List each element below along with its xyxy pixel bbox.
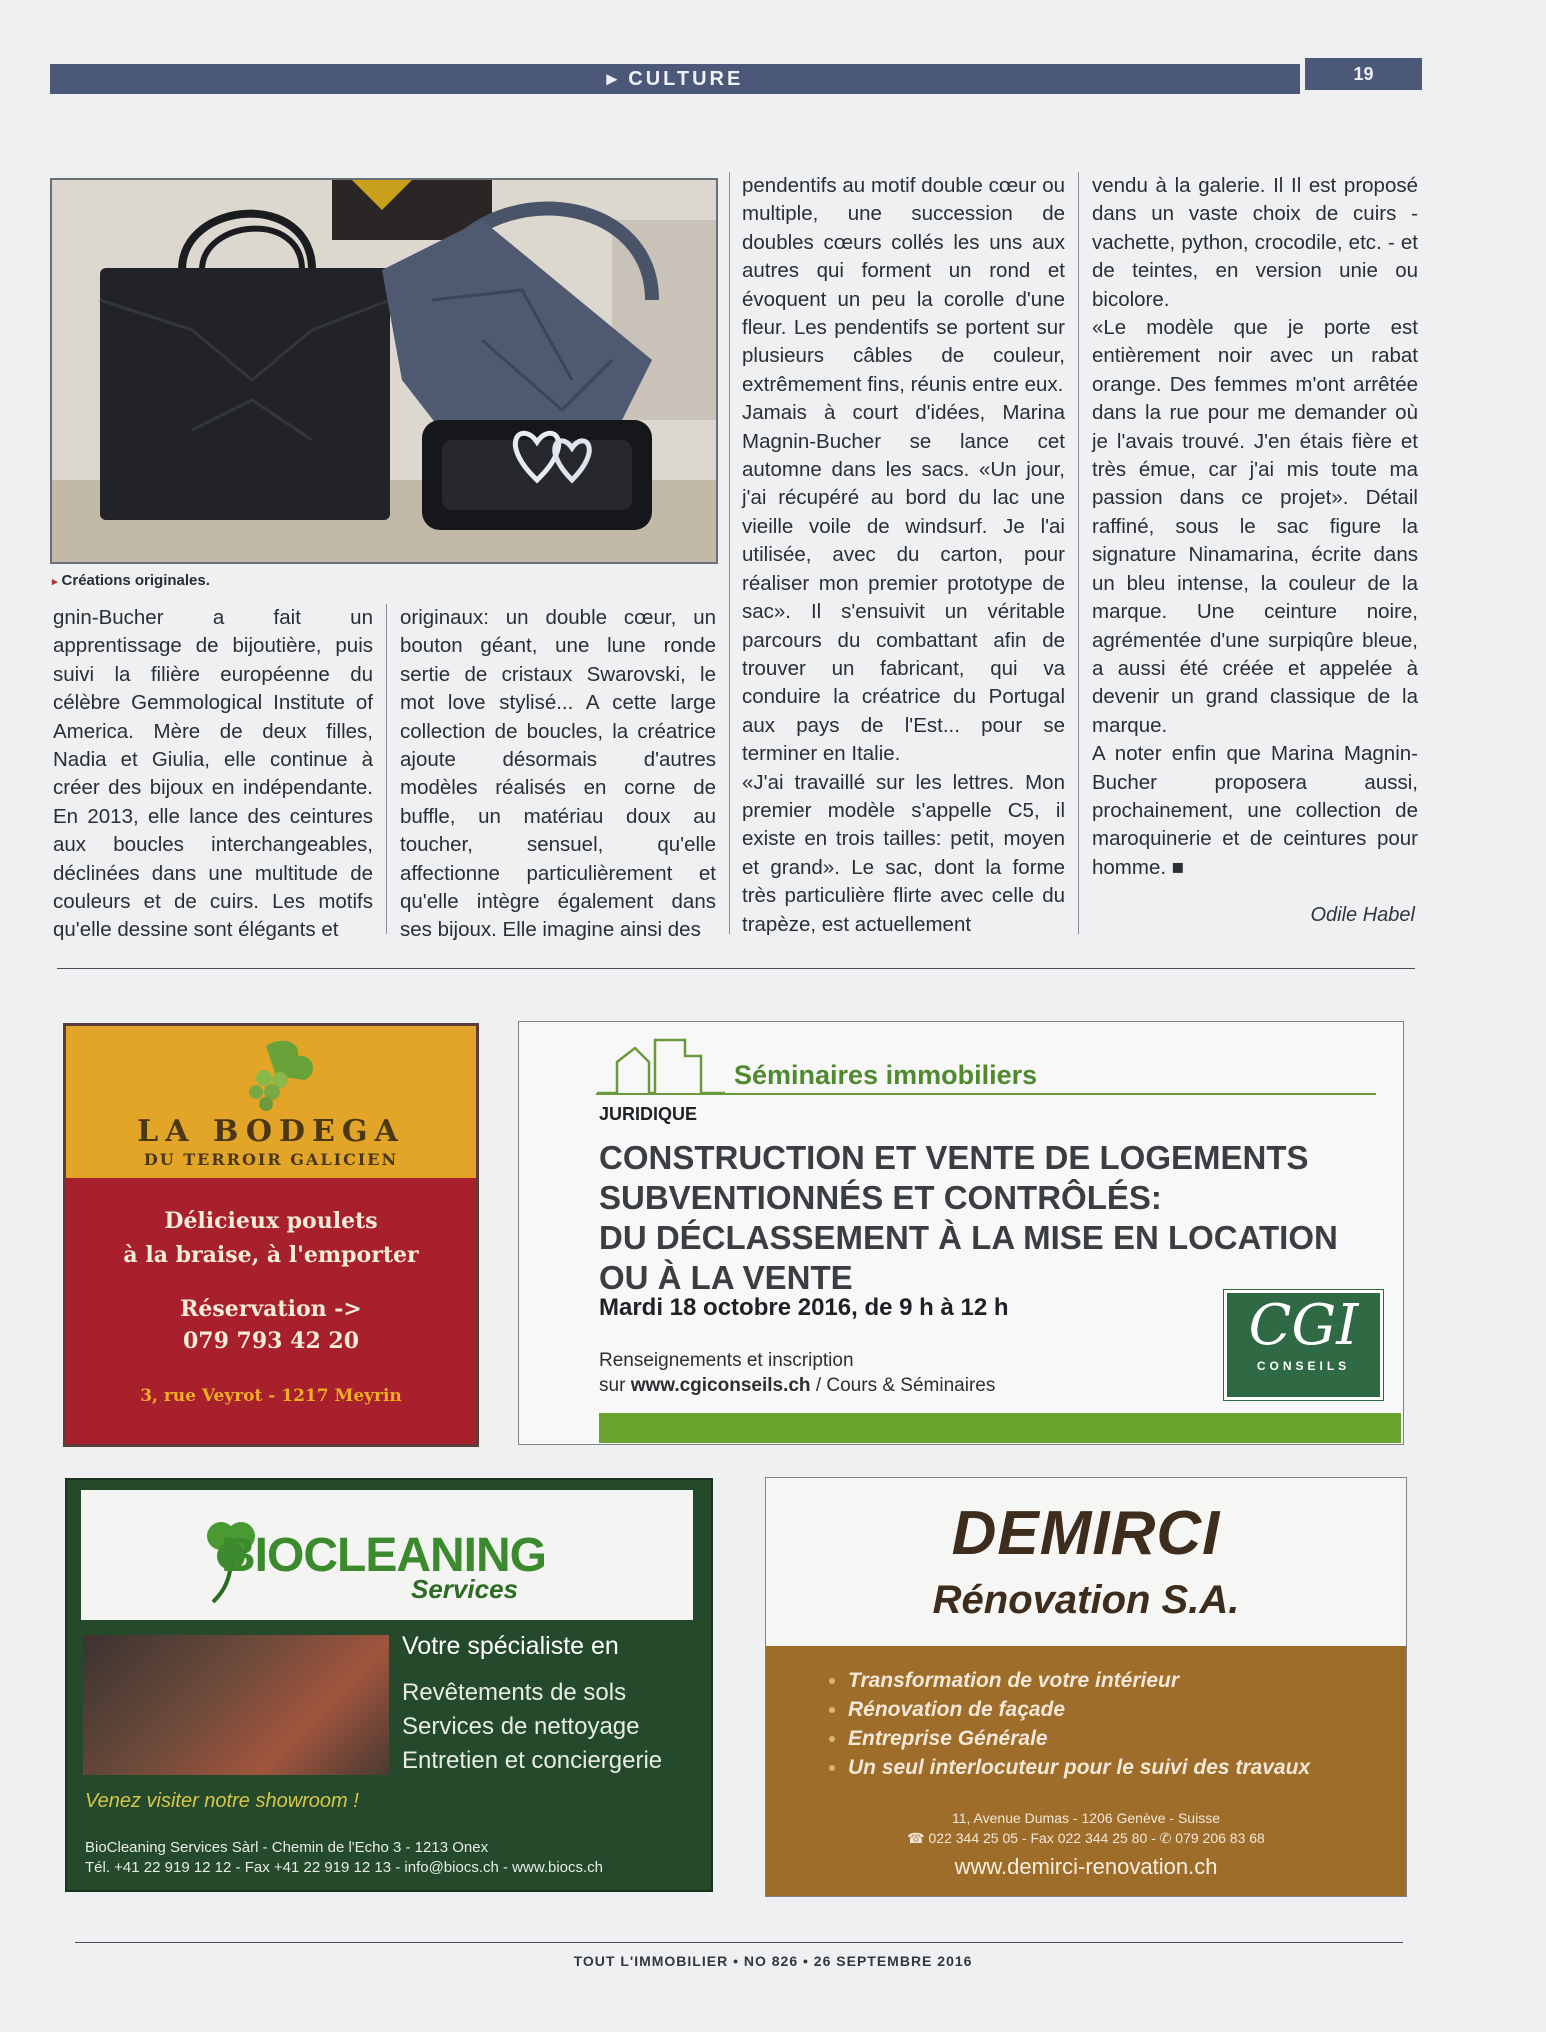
headline-line: CONSTRUCTION ET VENTE DE LOGEMENTS: [599, 1139, 1309, 1176]
article-column-2: [400, 604, 716, 945]
seminar-category: JURIDIQUE: [599, 1104, 698, 1124]
cgi-logo-sub: CONSEILS: [1256, 1359, 1351, 1373]
cgi-logo-text: CGI: [1248, 1293, 1359, 1358]
article-paragraph: vendu à la galerie. Il Il est proposé dans un vaste choix de cuirs - vachette, python, crocodile, etc. - et de teintes, en version unie ou bicolore.: [1092, 174, 1418, 311]
biocleaning-logo-area: [81, 1490, 693, 1620]
page-footer: TOUT L'IMMOBILIER • NO 826 • 26 SEPTEMBRE 2016: [573, 1953, 973, 1969]
section-divider: [57, 968, 1415, 969]
seminar-date: Mardi 18 octobre 2016, de 9 h à 12 h: [599, 1294, 1009, 1321]
service-item: Revêtements de sols: [402, 1679, 627, 1706]
column-divider: [729, 172, 730, 934]
section-title: ▸ CULTURE: [606, 68, 744, 90]
biocleaning-logo-main: BIOCLEANING: [221, 1529, 546, 1582]
cgi-conseils-logo: [1224, 1290, 1383, 1400]
headline-line: DU DÉCLASSEMENT À LA MISE EN LOCATION: [599, 1219, 1338, 1256]
demirci-address: [766, 1808, 1406, 1848]
seminar-headline: [599, 1138, 1389, 1298]
title-underline: [596, 1093, 1376, 1095]
caption-marker: ▸: [52, 576, 58, 588]
ad-demirci[interactable]: [765, 1477, 1407, 1897]
demirci-name: DEMIRCI: [951, 1499, 1221, 1568]
article-paragraph: «J'ai travaillé sur les lettres. Mon premier modèle s'appelle C5, il existe en trois tailles: petit, moyen et grand». Le sac, dont la forme très particulière flirte avec celle du trapèze, est actuellement: [742, 770, 1065, 936]
info-suffix: / Cours & Séminaires: [810, 1375, 996, 1396]
bodega-phone: 079 793 42 20: [182, 1328, 360, 1354]
column-divider: [386, 604, 387, 934]
column-divider: [1078, 172, 1079, 934]
biocleaning-logo-sub: Services: [411, 1574, 518, 1604]
service-item: • Un seul interlocuteur pour le suivi des travaux: [848, 1753, 1310, 1782]
service-item: • Rénovation de façade: [848, 1695, 1310, 1724]
bodega-body: [66, 1178, 476, 1444]
bodega-reservation: Réservation ->: [180, 1296, 362, 1322]
demirci-subtitle: Rénovation S.A.: [932, 1578, 1240, 1622]
photo-caption: [52, 572, 210, 589]
article-column-3: [742, 172, 1065, 939]
biocleaning-showroom: Venez visiter notre showroom !: [85, 1790, 359, 1812]
article-paragraph: «Le modèle que je porte est entièrement noir avec un rabat orange. Des femmes m'ont arrêtée dans la rue pour me demander où je l'avais trouvé. J'en étais fière et très émue, car j'ai mis toute ma passion dans ce projet». Détail raffiné, sous le sac figure la signature Ninamarina, écrite dans un bleu intense, la couleur de la marque. Une ceinture noire, agrémentée d'une surpiqûre bleue, a aussi été créée et appelée à devenir un grand classique de la marque.: [1092, 316, 1418, 737]
contact-line: BioCleaning Services Sàrl - Chemin de l'Echo 3 - 1213 Onex: [85, 1839, 489, 1856]
ad-la-bodega[interactable]: [63, 1023, 479, 1447]
demirci-info-band: [766, 1646, 1406, 1896]
page-number: 19: [1305, 58, 1422, 90]
article-column-1: [53, 604, 373, 945]
info-prefix: sur: [599, 1375, 631, 1396]
showroom-photo: [83, 1635, 389, 1775]
buildings-icon: [597, 1032, 727, 1094]
phone-line: ☎ 022 344 25 05 - Fax 022 344 25 80 - ✆ 079 206 83 68: [907, 1830, 1265, 1846]
handbags-illustration: [52, 180, 716, 562]
service-item: • Transformation de votre intérieur: [848, 1666, 1310, 1695]
footer-rule: [75, 1942, 1403, 1943]
bodega-subtitle: DU TERROIR GALICIEN: [143, 1150, 399, 1169]
info-line: Renseignements et inscription: [599, 1350, 854, 1371]
article-paragraph: originaux: un double cœur, un bouton géant, une lune ronde sertie de cristaux Swarovski, le mot love stylisé... A cette large collection de boucles, la créatrice ajoute désormais d'autres modèles réalisés en corne de buffle, un matériau doux au toucher, sensuel, qu'elle affectionne particulièrement et qu'elle intègre également dans ses bijoux. Elle imagine ainsi des: [400, 606, 716, 942]
service-item: • Entreprise Générale: [848, 1724, 1310, 1753]
headline-line: OU À LA VENTE: [599, 1259, 853, 1296]
contact-line: Tél. +41 22 919 12 12 - Fax +41 22 919 12 13 - info@biocs.ch - www.biocs.ch: [85, 1859, 604, 1876]
article-paragraph: Jamais à court d'idées, Marina Magnin-Bucher se lance cet automne dans les sacs. «Un jour, j'ai récupéré au bord du lac une vieille voile de windsurf. Je l'ai utilisée, avec du carton, pour réaliser mon premier prototype de sac». Il s'ensuivit un véritable parcours du combattant afin de trouver un fabricant, qui va conduire la créatrice du Portugal aux pays de l'Est... pour se terminer en Italie.: [742, 401, 1065, 766]
ad-biocleaning[interactable]: [65, 1478, 713, 1892]
seminar-title: Séminaires immobiliers: [734, 1060, 1038, 1090]
green-band: [599, 1413, 1401, 1443]
article-column-4: [1092, 172, 1418, 882]
address-line: 11, Avenue Dumas - 1206 Genève - Suisse: [952, 1810, 1220, 1826]
article-paragraph: gnin-Bucher a fait un apprentissage de bijoutière, puis suivi la filière européenne du célèbre Gemmological Institute of America. Mère de deux filles, Nadia et Giulia, elle continue à créer des bijoux en indépendante. En 2013, elle lance des ceintures aux boucles interchangeables, déclinées dans une multitude de couleurs et de cuirs. Les motifs qu'elle dessine sont élégants et: [53, 606, 373, 942]
headline-line: SUBVENTIONNÉS ET CONTRÔLÉS:: [599, 1179, 1162, 1216]
biocleaning-services: [402, 1676, 662, 1778]
article-paragraph: pendentifs au motif double cœur ou multiple, une succession de doubles cœurs collés les uns aux autres qui forment un rond et évoquent un peu la corolle d'une fleur. Les pendentifs se portent sur plusieurs câbles de couleur, extrêmement fins, réunis entre eux.: [742, 174, 1065, 396]
bodega-line-1: Délicieux poulets: [164, 1208, 378, 1234]
bodega-address: 3, rue Veyrot - 1217 Meyrin: [140, 1386, 402, 1406]
author-signature: Odile Habel: [1310, 904, 1415, 926]
bodega-line-2: à la braise, à l'emporter: [123, 1242, 419, 1268]
bodega-name: LA BODEGA: [137, 1114, 405, 1149]
article-paragraph-text: A noter enfin que Marina Magnin-Bucher proposera aussi, prochainement, une collection de maroquinerie et de ceintures pour homme.: [1092, 742, 1418, 879]
seminar-info: [599, 1348, 995, 1398]
end-of-article-mark: ■: [1171, 855, 1185, 879]
caption-text: Créations originales.: [61, 572, 210, 589]
service-item: Entretien et conciergerie: [402, 1747, 663, 1774]
section-header-bar: [50, 64, 1300, 94]
demirci-website-link[interactable]: www.demirci-renovation.ch: [954, 1854, 1218, 1879]
ad-seminaires-immobiliers[interactable]: [518, 1021, 1404, 1445]
seminar-website-link[interactable]: www.cgiconseils.ch: [630, 1375, 811, 1396]
article-paragraph: [1092, 740, 1418, 882]
grape-icon: [226, 1036, 326, 1116]
handbags-photo: [50, 178, 718, 564]
service-item: Services de nettoyage: [402, 1713, 640, 1740]
demirci-services: [826, 1666, 1310, 1782]
biocleaning-specialist: Votre spécialiste en: [402, 1632, 619, 1660]
bodega-header: [66, 1026, 476, 1178]
biocleaning-contact: [85, 1838, 603, 1878]
